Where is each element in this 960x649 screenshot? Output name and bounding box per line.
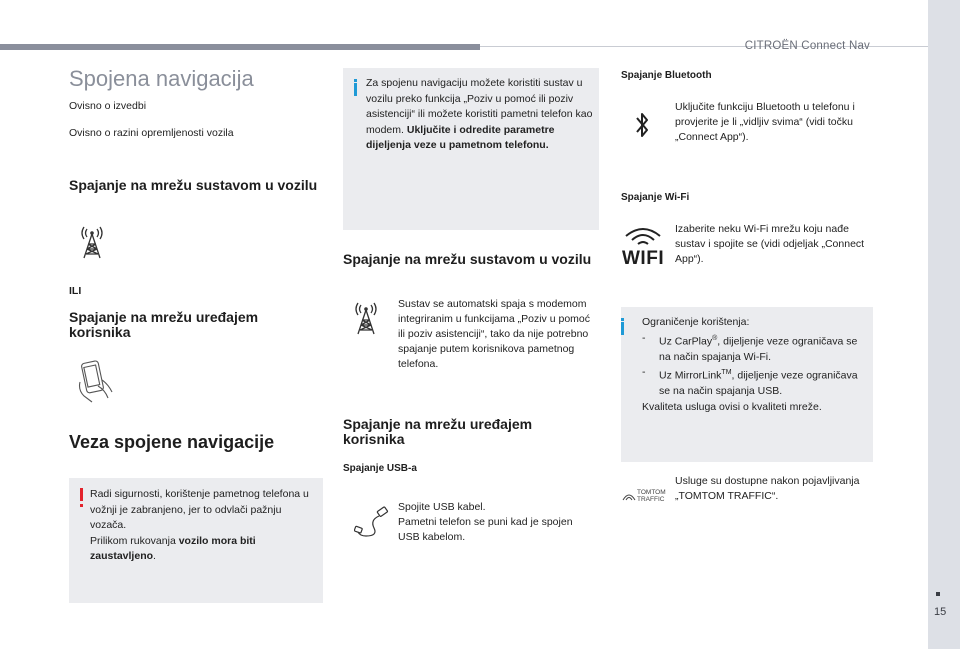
section-heading-vehicle-network-2: Spajanje na mrežu sustavom u vozilu (343, 251, 592, 267)
warning-icon (80, 488, 83, 501)
header-title: CITROËN Connect Nav (744, 40, 870, 52)
page-marker (936, 592, 940, 596)
usb-text: Spojite USB kabel. Pametni telefon se puni kad je spojen USB kabelom. (398, 501, 573, 543)
bluetooth-text: Uključite funkciju Bluetooth u telefonu i provjerite je li „vidljiv svima“ (vidi točku „Connect App“). (675, 101, 855, 143)
section-heading-user-device: Spajanje na mrežu uređajem korisnika (69, 309, 259, 340)
tomtom-text: Usluge su dostupne nakon pojavljivanja „TOMTOM TRAFFIC“. (675, 475, 860, 502)
warning-text: Radi sigurnosti, korištenje pametnog telefona u vožnji je zabranjeno, jer to odvlači pažnju vozača. Prilikom rukovanja vozilo mora biti zaustavljeno. (90, 488, 309, 562)
info-limits-text: Ograničenje korištenja: - Uz CarPlay®, dijeljenje veze ograničava se na način spajanja Wi-Fi. - Uz MirrorLink™, dijeljenje veze ograničava se na način spajanja USB. Kvaliteta usluga ovisi o kvaliteti mreže. (642, 315, 870, 415)
page-number: 15 (934, 606, 947, 618)
info-box-hotspot (343, 68, 599, 230)
limit-item-carplay: - Uz CarPlay®, dijeljenje veze ograničava se na način spajanja Wi-Fi. (642, 331, 858, 363)
warning-icon-dot (80, 504, 83, 507)
antenna-icon (78, 224, 106, 260)
wifi-heading: Spajanje Wi-Fi (621, 192, 690, 203)
antenna-icon (352, 300, 380, 336)
side-strip (928, 0, 960, 649)
smartphone-hand-icon (72, 360, 118, 404)
bluetooth-heading: Spajanje Bluetooth (621, 70, 712, 81)
page-title: Spojena navigacija (69, 66, 254, 91)
info-hotspot-text: Za spojenu navigaciju možete koristiti sustav u vozilu preko funkcija „Poziv u pomoć ili poziv asistenciji“ ili možete koristiti pametni telefon kao modem. Uključite i odredite parametre dijeljenja veze u pametnom telefonu. (366, 77, 593, 151)
wifi-arcs-icon (622, 226, 664, 246)
wifi-icon-label: WIFI (622, 248, 665, 269)
header-bar (0, 44, 480, 50)
tomtom-logo-icon (622, 490, 636, 502)
vehicle-network-text: Sustav se automatski spaja s modemom integriranim u funkcijama „Poziv u pomoć ili poziv asistenciji“, tako da nije potrebno spajanje putem korisnikova pametnog telefona. (398, 298, 590, 370)
variant-note: Ovisno o izvedbi (69, 100, 147, 112)
usb-cable-icon (354, 506, 390, 542)
section-heading-vehicle-network: Spajanje na mrežu sustavom u vozilu (69, 177, 318, 193)
section-heading-connected-nav: Veza spojene navigacije (69, 432, 275, 452)
info-icon-dot (621, 318, 624, 321)
warning-box (69, 478, 323, 603)
section-heading-user-device-2: Spajanje na mrežu uređajem korisnika (343, 416, 533, 447)
usb-heading: Spajanje USB-a (343, 463, 417, 474)
tomtom-traffic-label: TOMTOM TRAFFIC (637, 489, 666, 503)
info-icon (621, 322, 624, 335)
equipment-note: Ovisno o razini opremljenosti vozila (69, 127, 234, 139)
bluetooth-icon (634, 110, 650, 140)
info-icon-dot (354, 79, 357, 82)
or-label: ILI (69, 285, 82, 297)
wifi-text: Izaberite neku Wi-Fi mrežu koju nađe sustav i spojite se (vidi odjeljak „Connect App“). (675, 223, 865, 265)
info-box-limits (621, 307, 873, 462)
info-icon (354, 83, 357, 96)
limit-item-mirrorlink: - Uz MirrorLink™, dijeljenje veze ograničava se na način spajanja USB. (642, 366, 858, 397)
